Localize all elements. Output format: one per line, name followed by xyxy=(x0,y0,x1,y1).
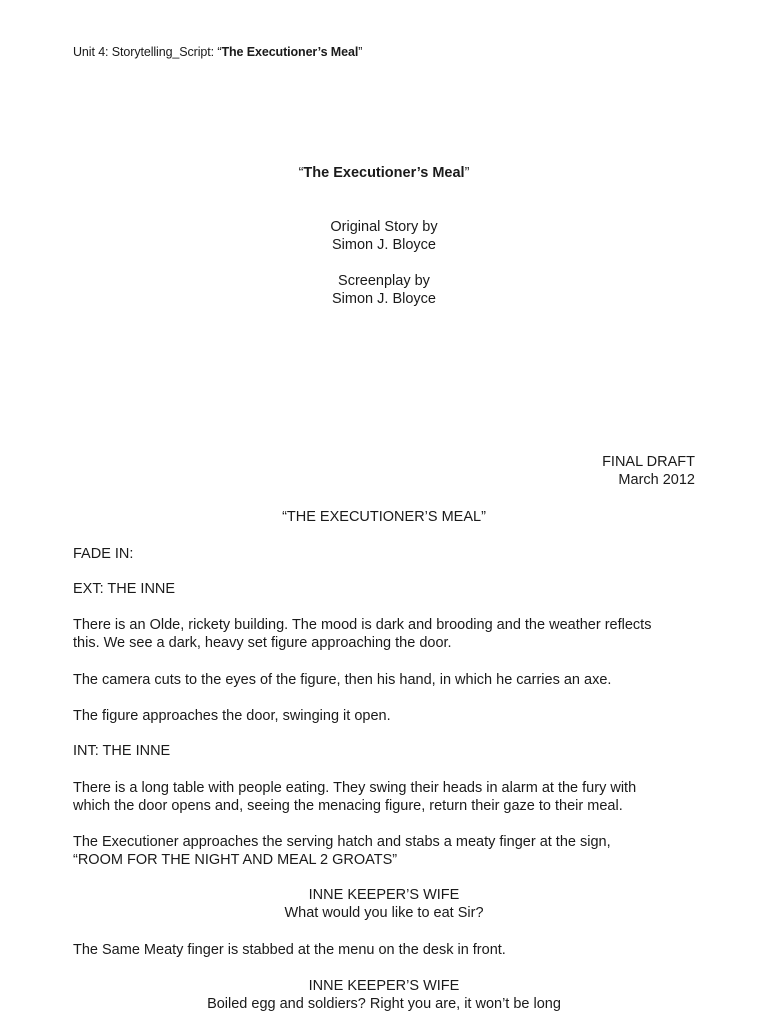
scene-heading-int: INT: THE INNE xyxy=(73,743,171,759)
draft-label: FINAL DRAFT xyxy=(602,454,695,470)
character-name: INNE KEEPER’S WIFE xyxy=(308,978,460,994)
action-paragraph: The figure approaches the door, swinging it open. xyxy=(73,708,391,724)
action-line: There is an Olde, rickety building. The mood is dark and brooding and the weather reflects xyxy=(73,617,652,633)
screenplay-author: Simon J. Bloyce xyxy=(332,291,436,307)
story-credits xyxy=(0,218,768,254)
draft-date: March 2012 xyxy=(618,472,695,488)
header-suffix: ” xyxy=(358,45,363,59)
page-header xyxy=(73,45,362,59)
action-paragraph xyxy=(73,833,703,869)
action-paragraph xyxy=(73,616,703,652)
dialogue-block xyxy=(0,886,768,922)
story-author: Simon J. Bloyce xyxy=(332,237,436,253)
action-line: There is a long table with people eating. They swing their heads in alarm at the fury with xyxy=(73,780,637,796)
dialogue-line: Boiled egg and soldiers? Right you are, it won’t be long xyxy=(207,996,561,1012)
character-name: INNE KEEPER’S WIFE xyxy=(308,887,460,903)
scene-heading-ext: EXT: THE INNE xyxy=(73,581,176,597)
dialogue-block xyxy=(0,977,768,1013)
title-text: The Executioner’s Meal xyxy=(303,165,465,181)
screenplay-credits xyxy=(0,272,768,308)
action-line: this. We see a dark, heavy set figure approaching the door. xyxy=(73,635,452,651)
action-line: which the door opens and, seeing the menacing figure, return their gaze to their meal. xyxy=(73,798,623,814)
action-line: The Executioner approaches the serving hatch and stabs a meaty finger at the sign, xyxy=(73,834,611,850)
action-paragraph xyxy=(73,779,703,815)
story-label: Original Story by xyxy=(330,219,438,235)
draft-info xyxy=(602,453,695,489)
fade-in: FADE IN: xyxy=(73,546,134,562)
header-prefix: Unit 4: Storytelling_Script: “ xyxy=(73,45,222,59)
header-title: The Executioner’s Meal xyxy=(221,45,359,59)
title-open-quote: “ xyxy=(298,165,304,181)
action-paragraph: The Same Meaty finger is stabbed at the menu on the desk in front. xyxy=(73,942,506,958)
action-line: “ROOM FOR THE NIGHT AND MEAL 2 GROATS” xyxy=(73,852,398,868)
page-title xyxy=(0,164,768,182)
screenplay-label: Screenplay by xyxy=(338,273,430,289)
action-paragraph: The camera cuts to the eyes of the figure, then his hand, in which he carries an axe. xyxy=(73,672,612,688)
script-title: “THE EXECUTIONER’S MEAL” xyxy=(282,509,486,525)
dialogue-line: What would you like to eat Sir? xyxy=(284,905,484,921)
title-close-quote: ” xyxy=(464,165,470,181)
